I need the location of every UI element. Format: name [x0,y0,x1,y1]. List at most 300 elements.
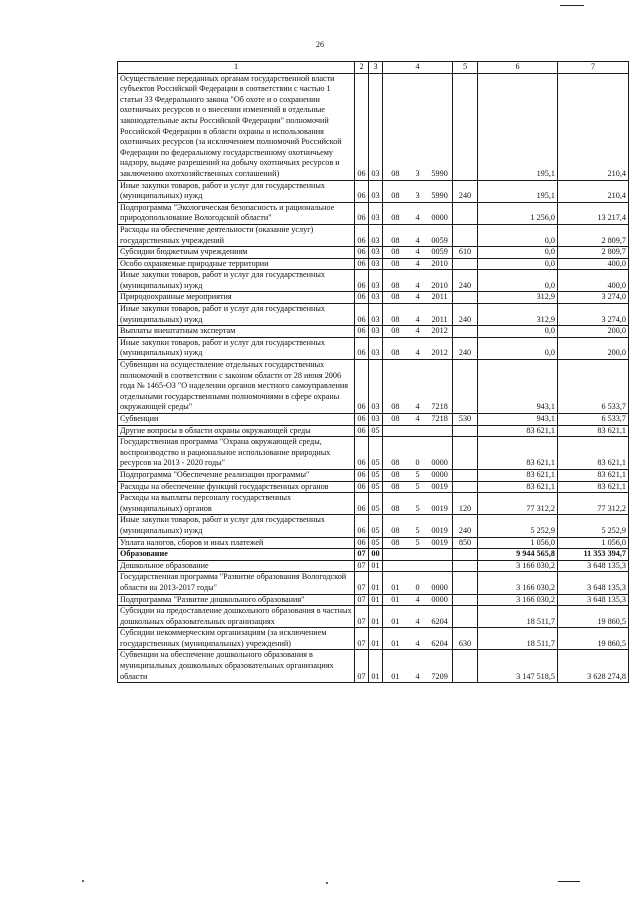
row-expense-type [453,560,478,572]
row-target-article [383,292,453,304]
row-subsection-code: 03 [369,304,383,326]
table-row [118,425,629,437]
target-article-part: 0 [415,582,420,592]
row-amount-col7: 3 628 274,8 [558,650,629,683]
row-target-article [383,73,453,180]
row-expense-type [453,606,478,628]
target-article-part: 08 [391,469,400,479]
table-row [118,628,629,650]
row-amount-col6: 83 621,1 [478,437,558,470]
row-section-code: 06 [355,469,369,481]
row-amount-col6: 83 621,1 [478,481,558,493]
target-article-part: 4 [415,235,420,245]
row-subsection-code: 03 [369,270,383,292]
table-row [118,73,629,180]
table-row [118,258,629,270]
target-article-part: 08 [391,168,400,178]
target-article-part: 08 [391,235,400,245]
row-target-article [383,606,453,628]
target-article-part: 2012 [431,348,448,358]
row-amount-col7: 200,0 [558,326,629,338]
row-name: Особо охраняемые природные территории [118,258,355,270]
row-amount-col6: 0,0 [478,337,558,359]
row-expense-type: 610 [453,247,478,259]
target-article-part: 3 [415,191,420,201]
row-amount-col7: 3 274,0 [558,292,629,304]
target-article-part: 2012 [431,326,448,336]
row-amount-col7: 3 648 135,3 [558,594,629,606]
target-article-part: 4 [415,348,420,358]
row-target-article [383,481,453,493]
row-amount-col6: 943,1 [478,360,558,414]
row-section-code: 07 [355,594,369,606]
row-amount-col7: 83 621,1 [558,481,629,493]
target-article-part: 0000 [431,458,448,468]
row-name: Осуществление переданных органам государственной власти субъектов Российской Федерации в соответствии с частью 1 статьи 33 Федерального закона "Об охоте и о сохранении охотничьих ресурсов и о внесении изменений в отдельные законодательные акты Российской Федерации" полномочий Российской Федерации в области охраны и использования охотничьих ресурсов (за исключением полномочий Российской Федерации по федеральному государственному охотничьему надзору, выдаче разрешений на добычу охотничьих ресурсов и заключению охотхозяйственных соглашений) [118,73,355,180]
row-amount-col7: 3 648 135,3 [558,560,629,572]
budget-table [117,61,629,683]
row-expense-type [453,326,478,338]
row-expense-type: 240 [453,270,478,292]
row-subsection-code: 01 [369,594,383,606]
header-col-4: 4 [383,62,453,74]
row-name: Расходы на обеспечение функций государственных органов [118,481,355,493]
header-col-5: 5 [453,62,478,74]
target-article-part: 2011 [431,292,448,302]
row-target-article [383,594,453,606]
row-subsection-code: 01 [369,560,383,572]
table-row [118,304,629,326]
target-article-part: 08 [391,213,400,223]
table-row [118,537,629,549]
row-section-code: 06 [355,360,369,414]
row-subsection-code: 03 [369,414,383,426]
table-row [118,606,629,628]
row-expense-type [453,650,478,683]
target-article-part: 3 [415,168,420,178]
row-amount-col7: 3 274,0 [558,304,629,326]
row-section-code: 07 [355,628,369,650]
row-amount-col6: 312,9 [478,292,558,304]
row-subsection-code: 05 [369,481,383,493]
row-target-article [383,202,453,224]
row-amount-col6: 1 256,0 [478,202,558,224]
row-section-code: 06 [355,202,369,224]
row-amount-col6: 83 621,1 [478,469,558,481]
row-target-article [383,560,453,572]
row-expense-type: 630 [453,628,478,650]
row-expense-type [453,360,478,414]
row-subsection-code: 05 [369,515,383,537]
table-row [118,469,629,481]
row-target-article [383,650,453,683]
table-row [118,549,629,561]
row-amount-col6: 18 511,7 [478,628,558,650]
row-subsection-code: 05 [369,469,383,481]
row-amount-col7: 6 533,7 [558,414,629,426]
row-target-article [383,549,453,561]
row-amount-col7: 13 217,4 [558,202,629,224]
target-article-part: 08 [391,292,400,302]
row-amount-col7: 83 621,1 [558,425,629,437]
row-section-code: 06 [355,73,369,180]
target-article-part: 4 [415,402,420,412]
scan-dot-left [82,880,84,882]
target-article-part: 0000 [431,582,448,592]
row-name: Другие вопросы в области охраны окружающей среды [118,425,355,437]
row-subsection-code: 05 [369,437,383,470]
row-section-code: 06 [355,304,369,326]
row-target-article [383,515,453,537]
row-target-article [383,360,453,414]
row-expense-type [453,202,478,224]
row-target-article [383,469,453,481]
row-expense-type [453,437,478,470]
target-article-part: 4 [415,671,420,681]
row-amount-col6: 1 056,0 [478,537,558,549]
row-subsection-code: 01 [369,650,383,683]
target-article-part: 08 [391,280,400,290]
target-article-part: 4 [415,326,420,336]
row-section-code: 06 [355,270,369,292]
target-article-part: 0000 [431,213,448,223]
target-article-part: 4 [415,280,420,290]
row-name: Субсидии на предоставление дошкольного образования в частных дошкольных образовательных организациях [118,606,355,628]
row-target-article [383,628,453,650]
table-row [118,224,629,246]
row-expense-type [453,258,478,270]
row-expense-type: 120 [453,493,478,515]
row-amount-col6: 195,1 [478,180,558,202]
row-section-code: 06 [355,326,369,338]
target-article-part: 08 [391,414,400,423]
target-article-part: 2011 [431,314,448,324]
row-amount-col7: 19 860,5 [558,628,629,650]
row-amount-col7: 83 621,1 [558,469,629,481]
target-article-part: 4 [415,247,420,257]
header-col-2: 2 [355,62,369,74]
row-amount-col6: 3 147 518,5 [478,650,558,683]
row-expense-type [453,425,478,437]
row-section-code: 06 [355,537,369,549]
row-expense-type [453,292,478,304]
target-article-part: 0 [415,458,420,468]
row-amount-col7: 11 353 394,7 [558,549,629,561]
row-subsection-code: 00 [369,549,383,561]
row-subsection-code: 01 [369,628,383,650]
row-amount-col6: 0,0 [478,224,558,246]
table-row [118,481,629,493]
target-article-part: 08 [391,191,400,201]
scan-dot-center [326,882,328,884]
row-name: Субвенции на обеспечение дошкольного образования в муниципальных дошкольных образовательных организациях области [118,650,355,683]
target-article-part: 4 [415,258,420,268]
row-section-code: 07 [355,606,369,628]
row-name: Подпрограмма "Развитие дошкольного образования" [118,594,355,606]
row-amount-col7: 19 860,5 [558,606,629,628]
target-article-part: 0019 [431,503,448,513]
target-article-part: 08 [391,314,400,324]
row-subsection-code: 03 [369,180,383,202]
target-article-part: 5 [415,469,420,479]
target-article-part: 08 [391,402,400,412]
row-amount-col6: 18 511,7 [478,606,558,628]
row-name: Расходы на обеспечение деятельности (оказание услуг) государственных учреждений [118,224,355,246]
target-article-part: 2010 [431,258,448,268]
row-target-article [383,537,453,549]
row-expense-type [453,73,478,180]
row-amount-col6: 0,0 [478,326,558,338]
table-row [118,594,629,606]
target-article-part: 0000 [431,469,448,479]
row-amount-col6: 3 166 030,2 [478,560,558,572]
target-article-part: 5 [415,537,420,547]
target-article-part: 08 [391,326,400,336]
target-article-part: 01 [391,638,400,648]
row-amount-col6: 9 944 565,8 [478,549,558,561]
row-subsection-code: 01 [369,606,383,628]
target-article-part: 08 [391,481,400,491]
row-section-code: 06 [355,180,369,202]
row-expense-type [453,594,478,606]
scan-mark-top-right [560,5,584,6]
row-target-article [383,572,453,594]
target-article-part: 0000 [431,594,448,604]
row-target-article [383,180,453,202]
row-name: Образование [118,549,355,561]
row-section-code: 06 [355,337,369,359]
row-subsection-code: 05 [369,425,383,437]
row-target-article [383,425,453,437]
row-amount-col6: 0,0 [478,247,558,259]
row-name: Подпрограмма "Обеспечение реализации программы" [118,469,355,481]
row-amount-col6: 312,9 [478,304,558,326]
target-article-part: 08 [391,537,400,547]
row-section-code: 06 [355,437,369,470]
row-name: Государственная программа "Охрана окружающей среды, воспроизводство и рациональное использование природных ресурсов на 2013 - 2020 годы" [118,437,355,470]
row-subsection-code: 03 [369,73,383,180]
row-subsection-code: 03 [369,247,383,259]
scan-mark-bottom-right [558,881,580,882]
row-section-code: 06 [355,224,369,246]
row-section-code: 06 [355,292,369,304]
row-target-article [383,270,453,292]
target-article-part: 01 [391,616,400,626]
target-article-part: 5990 [431,168,448,178]
row-amount-col6: 3 166 030,2 [478,572,558,594]
row-amount-col7: 77 312,2 [558,493,629,515]
row-section-code: 06 [355,258,369,270]
table-row [118,247,629,259]
row-amount-col6: 3 166 030,2 [478,594,558,606]
table-row [118,493,629,515]
row-name: Субвенции на осуществление отдельных государственных полномочий в соответствии с законом области от 28 июня 2006 года № 1465-ОЗ "О наделении органов местного самоуправления отдельными государственными полномочиями в сфере охраны окружающей среды" [118,360,355,414]
table-row [118,414,629,426]
row-name: Субвенции [118,414,355,426]
row-name: Субсидии некоммерческим организациям (за исключением государственных (муниципальных) учреждений) [118,628,355,650]
row-section-code: 06 [355,481,369,493]
row-target-article [383,437,453,470]
header-col-6: 6 [478,62,558,74]
table-row [118,360,629,414]
target-article-part: 5 [415,481,420,491]
table-row [118,202,629,224]
row-subsection-code: 03 [369,258,383,270]
row-expense-type [453,224,478,246]
target-article-part: 2010 [431,280,448,290]
row-amount-col6: 195,1 [478,73,558,180]
target-article-part: 6204 [431,616,448,626]
page-number: 26 [316,40,324,49]
table-row [118,437,629,470]
target-article-part: 4 [415,292,420,302]
row-subsection-code: 03 [369,202,383,224]
row-target-article [383,414,453,426]
row-section-code: 06 [355,247,369,259]
row-target-article [383,247,453,259]
row-name: Дошкольное образование [118,560,355,572]
row-target-article [383,304,453,326]
row-subsection-code: 03 [369,360,383,414]
row-target-article [383,493,453,515]
target-article-part: 08 [391,458,400,468]
target-article-part: 4 [415,414,420,423]
row-target-article [383,224,453,246]
row-name: Уплата налогов, сборов и иных платежей [118,537,355,549]
row-name: Выплаты внештатным экспертам [118,326,355,338]
row-name: Расходы на выплаты персоналу государственных (муниципальных) органов [118,493,355,515]
table-row [118,337,629,359]
row-subsection-code: 03 [369,337,383,359]
target-article-part: 01 [391,671,400,681]
target-article-part: 4 [415,616,420,626]
row-amount-col6: 77 312,2 [478,493,558,515]
row-amount-col6: 0,0 [478,258,558,270]
row-expense-type: 240 [453,304,478,326]
row-name: Иные закупки товаров, работ и услуг для государственных (муниципальных) нужд [118,337,355,359]
table-row [118,326,629,338]
target-article-part: 5 [415,525,420,535]
target-article-part: 08 [391,247,400,257]
row-expense-type [453,549,478,561]
target-article-part: 6204 [431,638,448,648]
target-article-part: 0019 [431,537,448,547]
row-amount-col7: 2 809,7 [558,224,629,246]
table-row [118,515,629,537]
row-section-code: 06 [355,414,369,426]
row-expense-type: 240 [453,515,478,537]
row-name: Иные закупки товаров, работ и услуг для государственных (муниципальных) нужд [118,270,355,292]
table-row [118,292,629,304]
row-amount-col7: 210,4 [558,73,629,180]
row-subsection-code: 03 [369,224,383,246]
row-name: Государственная программа "Развитие образования Вологодской области на 2013-2017 годы" [118,572,355,594]
target-article-part: 7218 [431,402,448,412]
row-expense-type: 530 [453,414,478,426]
row-subsection-code: 05 [369,537,383,549]
row-name: Подпрограмма "Экологическая безопасность и рациональное природопользование Вологодской области" [118,202,355,224]
target-article-part: 7209 [431,671,448,681]
row-amount-col7: 200,0 [558,337,629,359]
row-section-code: 06 [355,425,369,437]
target-article-part: 0019 [431,525,448,535]
row-target-article [383,337,453,359]
row-expense-type: 240 [453,180,478,202]
target-article-part: 4 [415,314,420,324]
target-article-part: 08 [391,503,400,513]
row-subsection-code: 01 [369,572,383,594]
row-section-code: 06 [355,493,369,515]
target-article-part: 7218 [431,414,448,423]
target-article-part: 08 [391,525,400,535]
header-col-7: 7 [558,62,629,74]
row-amount-col6: 83 621,1 [478,425,558,437]
row-expense-type [453,481,478,493]
row-subsection-code: 05 [369,493,383,515]
table-row [118,560,629,572]
table-row [118,572,629,594]
table-header-row [118,62,629,74]
target-article-part: 0059 [431,247,448,257]
row-section-code: 07 [355,572,369,594]
row-target-article [383,258,453,270]
target-article-part: 01 [391,582,400,592]
row-section-code: 06 [355,515,369,537]
table-row [118,180,629,202]
target-article-part: 4 [415,638,420,648]
row-name: Иные закупки товаров, работ и услуг для государственных (муниципальных) нужд [118,515,355,537]
row-expense-type: 850 [453,537,478,549]
target-article-part: 08 [391,348,400,358]
target-article-part: 08 [391,258,400,268]
header-col-3: 3 [369,62,383,74]
row-name: Природоохранные мероприятия [118,292,355,304]
row-amount-col7: 3 648 135,3 [558,572,629,594]
row-section-code: 07 [355,650,369,683]
row-target-article [383,326,453,338]
row-name: Иные закупки товаров, работ и услуг для государственных (муниципальных) нужд [118,180,355,202]
row-amount-col7: 5 252,9 [558,515,629,537]
target-article-part: 5990 [431,191,448,201]
row-amount-col6: 5 252,9 [478,515,558,537]
target-article-part: 0019 [431,481,448,491]
target-article-part: 01 [391,594,400,604]
row-name: Иные закупки товаров, работ и услуг для государственных (муниципальных) нужд [118,304,355,326]
row-subsection-code: 03 [369,292,383,304]
row-expense-type [453,469,478,481]
row-amount-col7: 400,0 [558,270,629,292]
row-amount-col7: 83 621,1 [558,437,629,470]
target-article-part: 4 [415,594,420,604]
row-name: Субсидии бюджетным учреждениям [118,247,355,259]
row-expense-type [453,572,478,594]
row-section-code: 07 [355,549,369,561]
row-subsection-code: 03 [369,326,383,338]
target-article-part: 0059 [431,235,448,245]
row-amount-col7: 210,4 [558,180,629,202]
table-row [118,270,629,292]
row-amount-col7: 6 533,7 [558,360,629,414]
row-amount-col6: 0,0 [478,270,558,292]
table-row [118,650,629,683]
row-amount-col7: 2 809,7 [558,247,629,259]
row-amount-col6: 943,1 [478,414,558,426]
target-article-part: 4 [415,213,420,223]
header-col-1: 1 [118,62,355,74]
row-expense-type: 240 [453,337,478,359]
row-amount-col7: 400,0 [558,258,629,270]
target-article-part: 5 [415,503,420,513]
